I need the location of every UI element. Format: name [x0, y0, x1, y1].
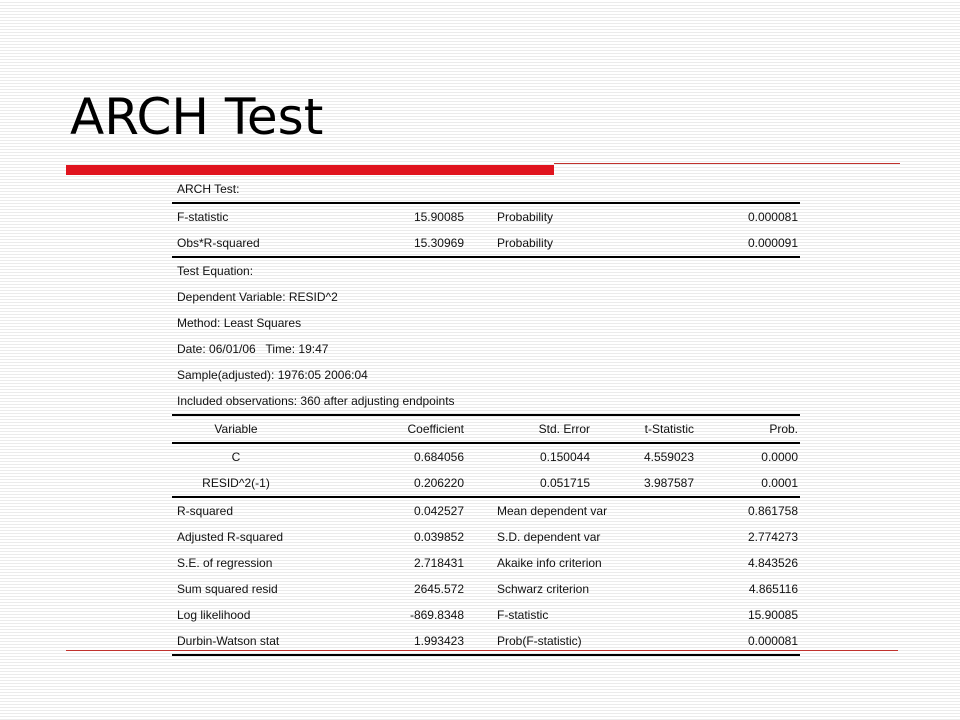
summary-label-2: Schwarz criterion	[497, 582, 590, 596]
info-row	[172, 256, 800, 284]
coef-t-statistic: 3.987587	[643, 476, 694, 490]
summary-row	[172, 628, 800, 656]
coef-prob: 0.0001	[761, 476, 798, 490]
info-row	[172, 284, 800, 310]
summary-row	[172, 576, 800, 602]
info-row	[172, 362, 800, 388]
title-accent-line	[554, 163, 900, 164]
summary-value: 2.718431	[413, 556, 464, 570]
prob-label: Probability	[497, 236, 554, 250]
summary-row	[172, 524, 800, 550]
summary-label-2: S.D. dependent var	[497, 530, 601, 544]
summary-value-2: 2.774273	[747, 530, 798, 544]
info-row	[172, 336, 800, 362]
summary-value-2: 4.865116	[748, 582, 798, 596]
summary-label: Durbin-Watson stat	[177, 634, 280, 648]
prob-value: 0.000091	[747, 236, 798, 250]
title-accent-bar	[66, 165, 554, 175]
summary-label: Sum squared resid	[177, 582, 278, 596]
coef-header-row	[172, 414, 800, 442]
header-variable: Variable	[214, 422, 258, 436]
summary-row	[172, 496, 800, 524]
summary-value: 0.042527	[413, 504, 464, 518]
coef-std-error: 0.051715	[539, 476, 590, 490]
summary-value-2: 15.90085	[747, 608, 798, 622]
summary-value: -869.8348	[409, 608, 464, 622]
stat-value: 15.90085	[413, 210, 464, 224]
summary-label: Log likelihood	[177, 608, 251, 622]
slide-title: ARCH Test	[70, 88, 324, 146]
summary-label: R-squared	[177, 504, 234, 518]
coef-value: 0.206220	[413, 476, 464, 490]
coef-row	[172, 442, 800, 470]
output-header: ARCH Test:	[177, 182, 240, 196]
coef-t-statistic: 4.559023	[643, 450, 694, 464]
info-text: Date: 06/01/06 Time: 19:47	[177, 342, 329, 356]
info-text: Method: Least Squares	[177, 316, 302, 330]
prob-value: 0.000081	[747, 210, 798, 224]
header-t-statistic: t-Statistic	[644, 422, 694, 436]
header-std-error: Std. Error	[538, 422, 590, 436]
header-coefficient: Coefficient	[407, 422, 464, 436]
coef-value: 0.684056	[413, 450, 464, 464]
coef-row	[172, 470, 800, 496]
summary-value: 0.039852	[413, 530, 464, 544]
coef-prob: 0.0000	[761, 450, 798, 464]
summary-value-2: 0.861758	[747, 504, 798, 518]
info-row	[172, 388, 800, 414]
info-text: Test Equation:	[177, 264, 254, 278]
summary-value-2: 4.843526	[747, 556, 798, 570]
stat-value: 15.30969	[413, 236, 464, 250]
coef-variable: RESID^2(-1)	[202, 476, 270, 490]
info-text: Sample(adjusted): 1976:05 2006:04	[177, 368, 368, 382]
summary-row	[172, 602, 800, 628]
test-stat-row	[172, 202, 800, 230]
test-stat-row	[172, 230, 800, 256]
summary-label-2: Mean dependent var	[497, 504, 608, 518]
summary-label-2: Akaike info criterion	[497, 556, 602, 570]
prob-label: Probability	[497, 210, 554, 224]
info-row	[172, 310, 800, 336]
summary-value-2: 0.000081	[747, 634, 798, 648]
header-prob: Prob.	[769, 422, 798, 436]
output-header-row	[172, 176, 800, 202]
arch-test-output	[172, 176, 800, 656]
summary-row	[172, 550, 800, 576]
summary-label-2: Prob(F-statistic)	[497, 634, 582, 648]
info-text: Dependent Variable: RESID^2	[177, 290, 338, 304]
summary-label: Adjusted R-squared	[177, 530, 284, 544]
stat-label: F-statistic	[177, 210, 229, 224]
summary-value: 2645.572	[413, 582, 464, 596]
stat-label: Obs*R-squared	[177, 236, 260, 250]
summary-label-2: F-statistic	[497, 608, 549, 622]
info-text: Included observations: 360 after adjusting endpoints	[177, 394, 455, 408]
footer-accent-line	[66, 650, 898, 651]
coef-std-error: 0.150044	[539, 450, 590, 464]
summary-value: 1.993423	[413, 634, 464, 648]
coef-variable: C	[231, 450, 241, 464]
summary-label: S.E. of regression	[177, 556, 273, 570]
